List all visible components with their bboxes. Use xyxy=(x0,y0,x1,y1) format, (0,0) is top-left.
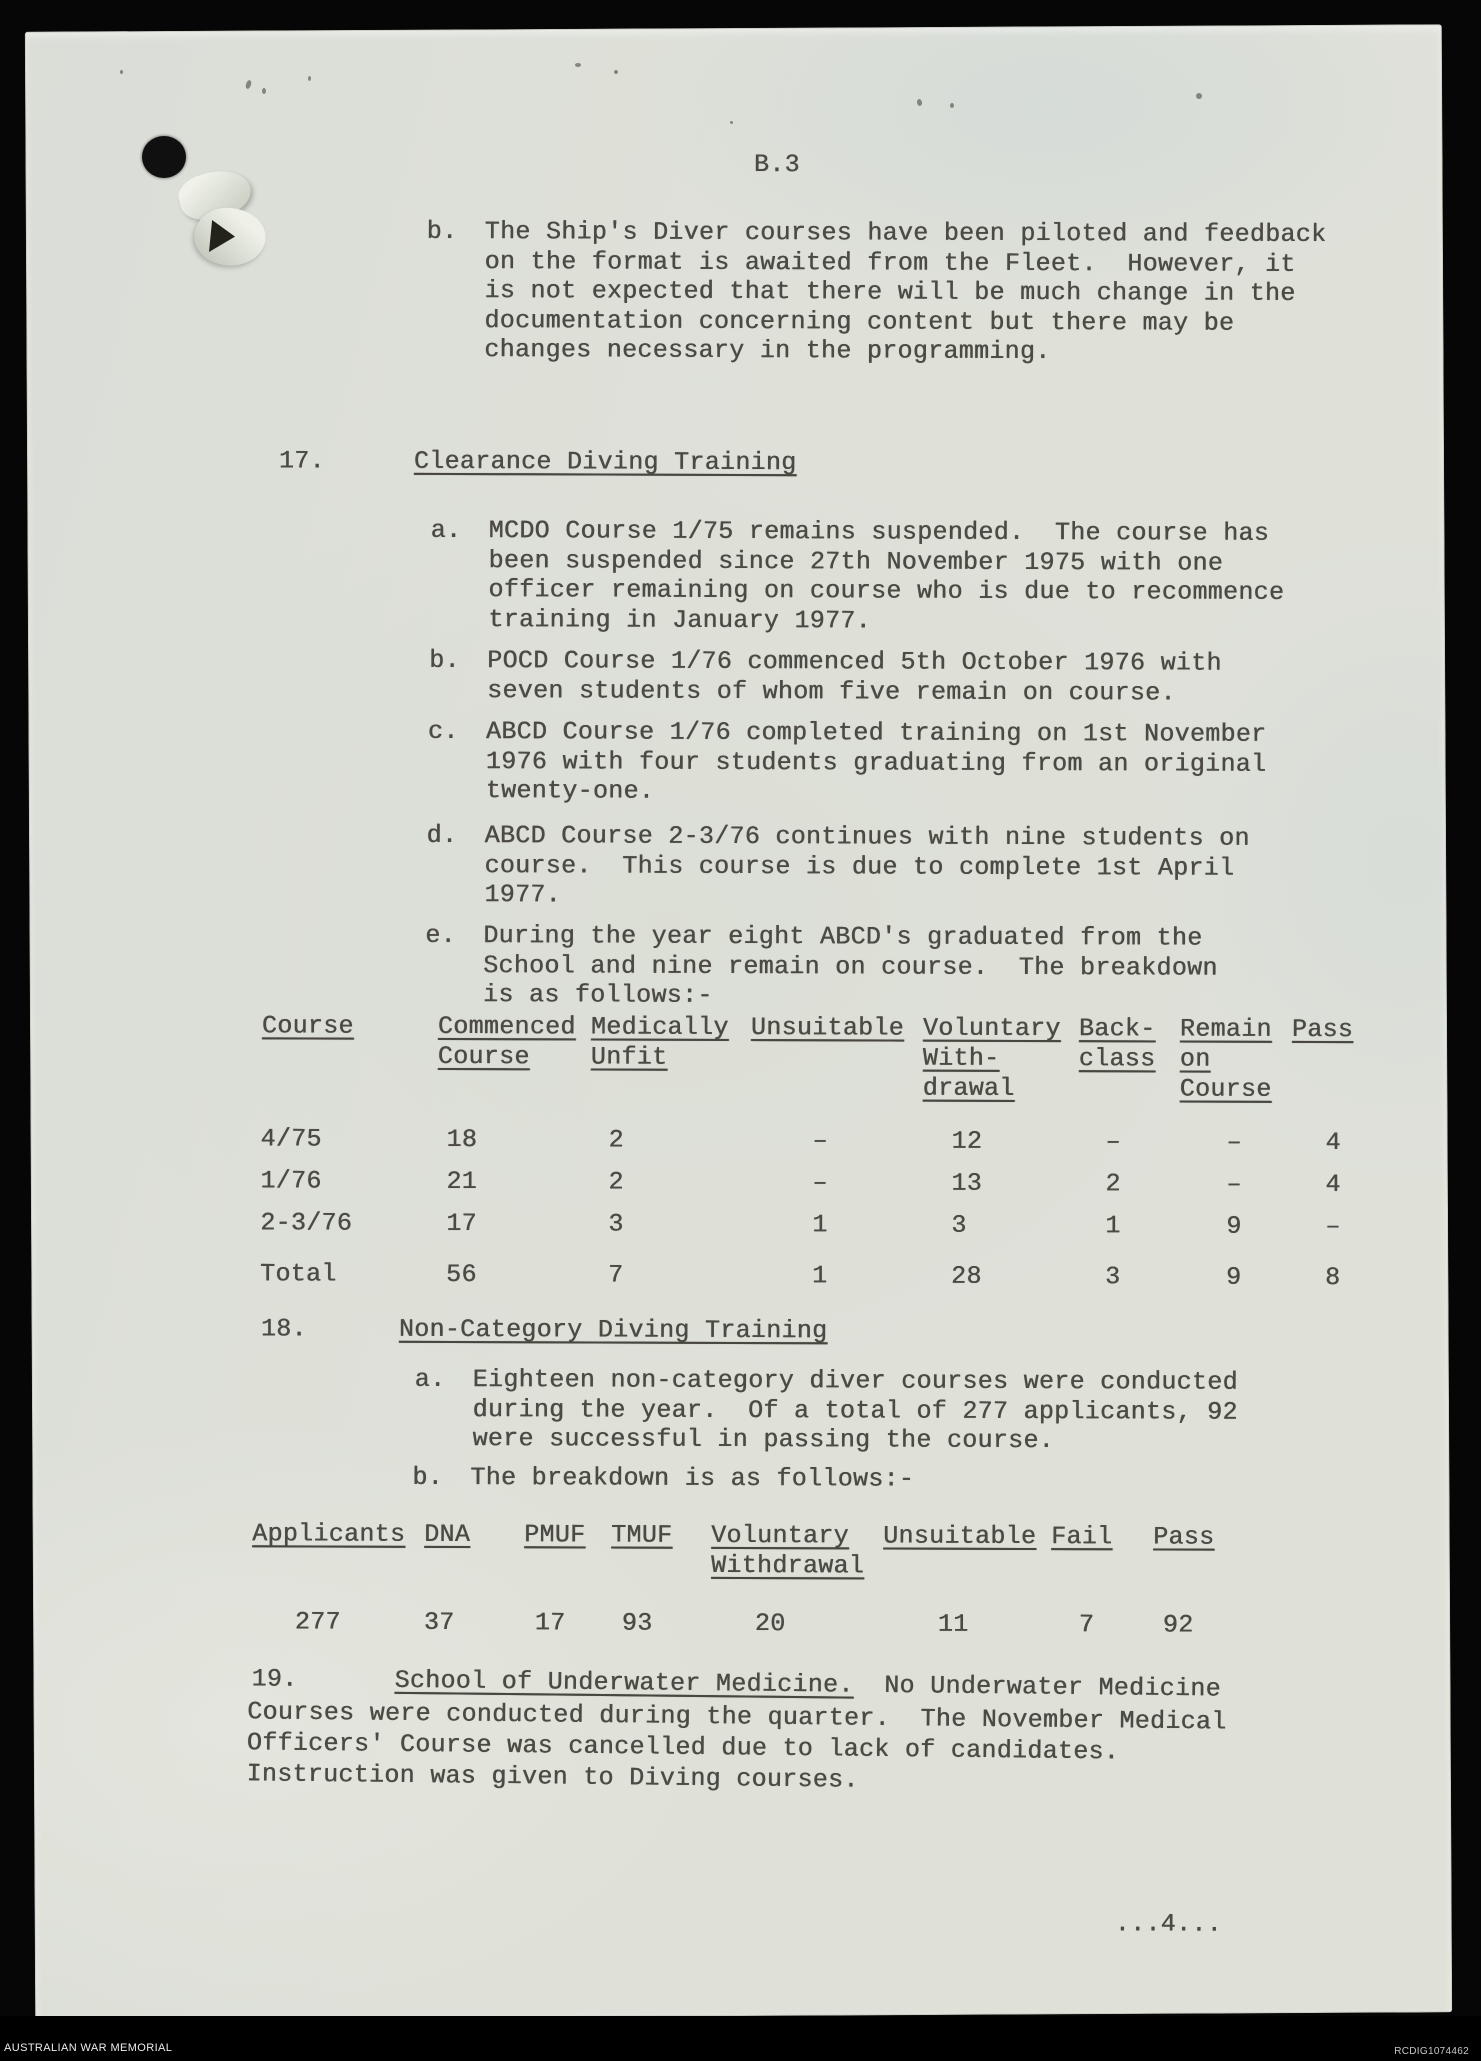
table-header: Commenced Course xyxy=(437,1011,576,1072)
item-label: a. xyxy=(430,515,462,546)
table-header: Course xyxy=(261,1011,354,1041)
item-text: ABCD Course 1/76 completed training on 1st November 1976 with four students graduating from an original twenty-one. xyxy=(485,717,1267,806)
table-cell: 2 xyxy=(608,1125,624,1155)
table-cell: 7 xyxy=(607,1260,624,1290)
table-cell: 18 xyxy=(446,1124,478,1155)
item-label: b. xyxy=(412,1462,443,1492)
section-body: Courses were conducted during the quarter. The November Medical Officers' Course was cancelled due to lack of candidates. Instruction was given to Diving courses. xyxy=(246,1697,1227,1795)
table-header: Unsuitable xyxy=(750,1013,904,1043)
table-header: Pass xyxy=(1291,1014,1354,1045)
table-cell: 3 xyxy=(1104,1262,1121,1292)
page-number-header: B.3 xyxy=(753,150,800,180)
table-header: Fail xyxy=(1051,1522,1113,1552)
table-cell: 7 xyxy=(1078,1610,1095,1640)
table-header: Medically Unfit xyxy=(590,1012,729,1072)
table-cell: 3 xyxy=(951,1210,967,1240)
section-title: Clearance Diving Training xyxy=(413,446,797,478)
table-cell: 92 xyxy=(1162,1610,1194,1640)
table-cell: 1 xyxy=(812,1210,828,1240)
table-cell: 93 xyxy=(621,1608,653,1638)
table-cell: – xyxy=(1226,1127,1242,1157)
item-text: Eighteen non-category diver courses were conducted during the year. Of a total of 277 applicants, 92 were successful in passing the course. xyxy=(472,1365,1238,1456)
item-text: During the year eight ABCD's graduated from the School and nine remain on course. The breakdown is as follows:- xyxy=(482,921,1218,1010)
table-cell: 2 xyxy=(608,1167,624,1197)
archive-name: AUSTRALIAN WAR MEMORIAL xyxy=(4,2042,173,2054)
table-cell: 12 xyxy=(951,1126,983,1156)
table-cell: – xyxy=(1325,1212,1341,1242)
table-header: Remain on Course xyxy=(1179,1014,1272,1104)
table-cell: 20 xyxy=(754,1609,786,1639)
item-label: b. xyxy=(429,645,460,676)
table-header: Back- class xyxy=(1078,1014,1156,1074)
table-cell: 37 xyxy=(423,1607,455,1638)
section-number: 17. xyxy=(278,446,325,476)
table-header: Unsuitable xyxy=(883,1521,1037,1552)
table-cell: 1 xyxy=(1105,1211,1121,1241)
archive-id: RCDIG1074462 xyxy=(1394,2046,1469,2057)
table-header: Pass xyxy=(1153,1522,1215,1552)
item-label: a. xyxy=(414,1364,446,1394)
item-text: ABCD Course 2-3/76 continues with nine students on course. This course is due to complete 1st April 1977. xyxy=(484,821,1250,910)
table-cell: – xyxy=(1226,1169,1242,1199)
section-number: 18. xyxy=(260,1314,307,1344)
item-text: MCDO Course 1/75 remains suspended. The course has been suspended since 27th November 1975 with one officer remaining on course who is due to recommence training in January 1977. xyxy=(488,516,1285,635)
page-number-footer: ...4... xyxy=(1114,1909,1222,1939)
section-title: Non-Category Diving Training xyxy=(398,1314,828,1346)
table-header: Voluntary Withdrawal xyxy=(710,1520,865,1581)
table-cell: 3 xyxy=(608,1209,624,1239)
item-text: POCD Course 1/76 commenced 5th October 1976 with seven students of whom five remain on course. xyxy=(487,646,1222,708)
table-cell: – xyxy=(812,1126,828,1156)
table-cell: – xyxy=(1105,1127,1121,1157)
table-cell: 9 xyxy=(1225,1262,1242,1292)
table-cell: 17 xyxy=(446,1208,477,1239)
table-cell: 4/75 xyxy=(260,1124,322,1154)
table-header: Voluntary With- drawal xyxy=(922,1013,1061,1103)
section-title: School of Underwater Medicine. xyxy=(394,1665,854,1700)
table-cell: 8 xyxy=(1324,1263,1341,1293)
table-cell: – xyxy=(812,1168,828,1198)
section-title-suffix: No Underwater Medicine xyxy=(853,1670,1221,1704)
section-number: 19. xyxy=(251,1664,298,1694)
table-cell: 1 xyxy=(811,1261,828,1291)
item-label: d. xyxy=(426,820,458,851)
archive-footer-bar xyxy=(0,2016,1481,2061)
table-cell: 21 xyxy=(446,1166,478,1197)
item-label: c. xyxy=(427,716,459,747)
table-cell: 2-3/76 xyxy=(260,1208,353,1238)
table-cell: 13 xyxy=(951,1168,983,1198)
table-cell: 4 xyxy=(1325,1170,1341,1200)
table-cell: 9 xyxy=(1226,1211,1242,1241)
table-cell: 11 xyxy=(937,1609,969,1639)
table-cell: 1/76 xyxy=(260,1166,322,1196)
table-cell: 2 xyxy=(1105,1169,1121,1199)
item-label: e. xyxy=(425,920,456,951)
table-cell: 17 xyxy=(534,1608,566,1638)
table-cell: 4 xyxy=(1325,1128,1341,1158)
table-cell: Total xyxy=(259,1259,337,1289)
table-header: PMUF xyxy=(524,1520,586,1550)
item-text: The Ship's Diver courses have been piloted and feedback on the format is awaited from the Fleet. However, it is not expected that there will be much change in the documentation concerning content but there may be changes necessary in the programming. xyxy=(484,217,1327,367)
table-cell: 277 xyxy=(294,1607,341,1637)
table-header: TMUF xyxy=(611,1520,673,1550)
table-cell: 56 xyxy=(445,1259,477,1290)
table-cell: 28 xyxy=(950,1261,982,1291)
table-header: Applicants xyxy=(252,1519,406,1549)
table-header: DNA xyxy=(424,1519,471,1550)
item-label: b. xyxy=(426,216,458,247)
item-text: The breakdown is as follows:- xyxy=(470,1463,915,1494)
